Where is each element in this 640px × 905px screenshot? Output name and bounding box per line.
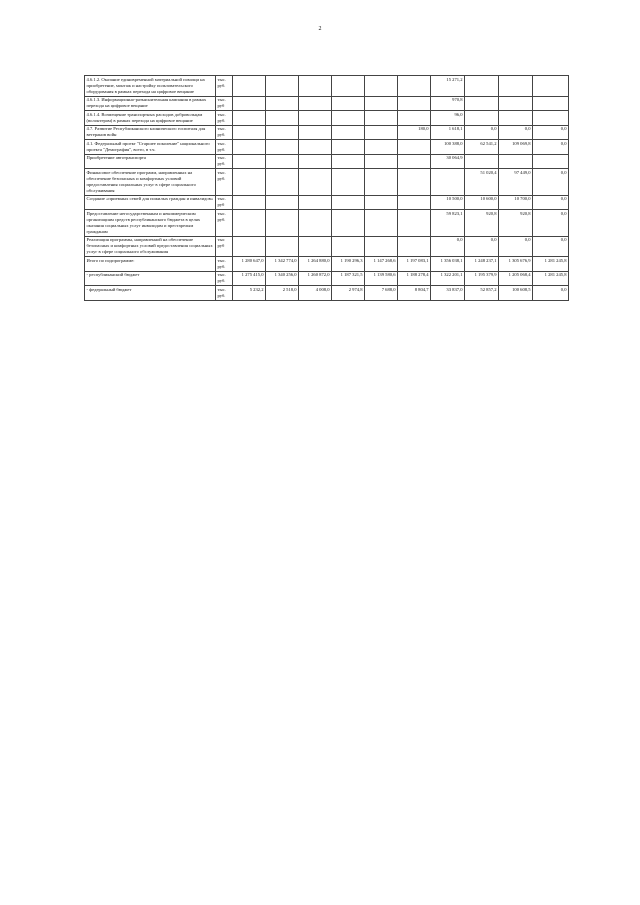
value-cell [299, 111, 332, 126]
value-cell: 0,0 [533, 125, 569, 140]
value-cell [299, 236, 332, 257]
value-cell: 0,0 [431, 236, 465, 257]
value-cell [431, 169, 465, 195]
value-cell: 2 518,0 [266, 286, 299, 301]
value-cell: 0,0 [533, 140, 569, 155]
value-cell [299, 76, 332, 97]
value-cell [365, 140, 398, 155]
table-row [85, 125, 569, 140]
table-row [85, 154, 569, 169]
row-name-cell: 4.6.1.4. Возмещение транспортных расходов добровольцам (волонтерам) в рамках перехода на цифровое вещание [85, 111, 216, 126]
value-cell: 62 541,2 [465, 140, 499, 155]
value-cell: 15 271,2 [431, 76, 465, 97]
value-cell: 10 600,0 [465, 195, 499, 210]
row-name-cell: Финансовое обеспечение программ, направленных на обеспечение безопасных и комфортных условий предоставления социальных услуг в сфере социального обслуживания [85, 169, 216, 195]
value-cell: 4 008,0 [299, 286, 332, 301]
value-cell: 0,0 [533, 210, 569, 236]
table-row [85, 271, 569, 286]
value-cell: 0,0 [499, 125, 533, 140]
value-cell [533, 111, 569, 126]
value-cell [332, 96, 365, 111]
value-cell: 920,8 [465, 210, 499, 236]
value-cell [266, 125, 299, 140]
value-cell [266, 169, 299, 195]
value-cell [266, 96, 299, 111]
value-cell: 1 187 321,5 [332, 271, 365, 286]
value-cell: 1 275 415,0 [233, 271, 266, 286]
value-cell: 1 197 083,1 [398, 257, 431, 272]
value-cell [365, 195, 398, 210]
value-cell: 0,0 [533, 236, 569, 257]
value-cell [233, 140, 266, 155]
value-cell: 1 195 379,9 [465, 271, 499, 286]
value-cell [266, 236, 299, 257]
value-cell: 1 342 774,0 [266, 257, 299, 272]
row-unit-cell: тыс. руб. [216, 125, 233, 140]
table-row [85, 210, 569, 236]
value-cell [365, 96, 398, 111]
row-unit-cell: тыс. руб. [216, 154, 233, 169]
value-cell [299, 140, 332, 155]
value-cell [299, 169, 332, 195]
value-cell: 1 264 880,0 [299, 257, 332, 272]
value-cell: 0,0 [465, 125, 499, 140]
value-cell [533, 96, 569, 111]
row-unit-cell: тыс. руб. [216, 111, 233, 126]
row-unit-cell: тыс. руб [216, 96, 233, 111]
row-unit-cell: тыс. руб. [216, 286, 233, 301]
row-name-cell: - федеральный бюджет [85, 286, 216, 301]
value-cell [332, 169, 365, 195]
row-unit-cell: тыс. руб. [216, 140, 233, 155]
value-cell [499, 96, 533, 111]
value-cell: 10 500,0 [431, 195, 465, 210]
row-unit-cell: тыс. руб. [216, 257, 233, 272]
table-row [85, 286, 569, 301]
value-cell [266, 154, 299, 169]
value-cell: 1 322 201,1 [431, 271, 465, 286]
value-cell: 1 281 245,8 [533, 257, 569, 272]
value-cell [233, 169, 266, 195]
table-row [85, 96, 569, 111]
value-cell: 2 974,8 [332, 286, 365, 301]
value-cell [332, 76, 365, 97]
value-cell [398, 140, 431, 155]
value-cell: 100 388,0 [431, 140, 465, 155]
value-cell: 7 688,0 [365, 286, 398, 301]
value-cell: 1 188 278,4 [398, 271, 431, 286]
value-cell [332, 210, 365, 236]
value-cell [365, 236, 398, 257]
value-cell: 1 139 580,6 [365, 271, 398, 286]
row-name-cell: - республиканский бюджет [85, 271, 216, 286]
table-row [85, 111, 569, 126]
value-cell: 51 020,4 [465, 169, 499, 195]
value-cell: 970,8 [431, 96, 465, 111]
value-cell [299, 210, 332, 236]
row-unit-cell: тыс. руб. [216, 271, 233, 286]
value-cell: 0,0 [533, 169, 569, 195]
value-cell [365, 111, 398, 126]
value-cell [365, 154, 398, 169]
row-name-cell: Создание «приемных семей для пожилых граждан и инвалидов» [85, 195, 216, 210]
value-cell: 0,0 [533, 286, 569, 301]
value-cell [398, 236, 431, 257]
value-cell [233, 76, 266, 97]
value-cell: 1 618,1 [431, 125, 465, 140]
table-row [85, 140, 569, 155]
value-cell: 97 449,0 [499, 169, 533, 195]
table-body [85, 76, 569, 301]
table-row [85, 169, 569, 195]
value-cell [533, 154, 569, 169]
row-unit-cell: тыс. руб. [216, 76, 233, 97]
value-cell [266, 140, 299, 155]
row-name-cell: 4.1. Федеральный проект "Старшее поколение" национального проекта "Демография", всего, в т.ч. [85, 140, 216, 155]
value-cell [233, 125, 266, 140]
value-cell [332, 125, 365, 140]
value-cell [398, 195, 431, 210]
table-row [85, 257, 569, 272]
value-cell: 52 857,2 [465, 286, 499, 301]
row-name-cell: Приобретение автотранспорта [85, 154, 216, 169]
row-name-cell: 4.6.1.3. Информационно-разъяснительная кампания в рамках перехода на цифровое вещание [85, 96, 216, 111]
value-cell: 59 823,1 [431, 210, 465, 236]
value-cell [465, 154, 499, 169]
value-cell: 0,0 [499, 236, 533, 257]
table-row [85, 76, 569, 97]
row-name-cell: 4.6.1.2. Оказание единовременной материальной помощи на приобретение, монтаж и настройку пользовательского оборудования в рамках перехода на цифровое вещание [85, 76, 216, 97]
value-cell [332, 111, 365, 126]
value-cell [533, 76, 569, 97]
value-cell: 30 064,9 [431, 154, 465, 169]
value-cell [233, 210, 266, 236]
value-cell [499, 154, 533, 169]
value-cell: 1 281 245,8 [533, 271, 569, 286]
value-cell [465, 76, 499, 97]
row-name-cell: Реализация программы, направленной на обеспечение безопасных и комфортных условий предоставления социальных услуг в сфере социального обслуживания [85, 236, 216, 257]
value-cell: 1 356 038,1 [431, 257, 465, 272]
row-name-cell: Итого по подпрограмме: [85, 257, 216, 272]
value-cell [299, 154, 332, 169]
budget-table [84, 75, 569, 301]
value-cell [266, 76, 299, 97]
value-cell: 100 608,5 [499, 286, 533, 301]
value-cell [299, 96, 332, 111]
value-cell [233, 111, 266, 126]
value-cell [365, 76, 398, 97]
row-unit-cell: тыс. руб. [216, 169, 233, 195]
value-cell [365, 169, 398, 195]
value-cell: 1 147 268,6 [365, 257, 398, 272]
page-number: 2 [318, 26, 322, 32]
table-row [85, 195, 569, 210]
value-cell: 0,0 [465, 236, 499, 257]
value-cell [398, 154, 431, 169]
value-cell [332, 140, 365, 155]
value-cell [233, 154, 266, 169]
value-cell [499, 76, 533, 97]
value-cell [266, 210, 299, 236]
value-cell: 1 305 676,9 [499, 257, 533, 272]
value-cell: 0,0 [533, 195, 569, 210]
value-cell: 1 340 256,0 [266, 271, 299, 286]
value-cell [398, 169, 431, 195]
value-cell [398, 210, 431, 236]
value-cell: 109 069,8 [499, 140, 533, 155]
value-cell [299, 195, 332, 210]
row-name-cell: 4.7. Развитие Республиканского клинического госпиталя для ветеранов войн [85, 125, 216, 140]
value-cell [398, 76, 431, 97]
row-unit-cell: тыс руб [216, 236, 233, 257]
value-cell [266, 195, 299, 210]
value-cell: 5 232,2 [233, 286, 266, 301]
value-cell [499, 111, 533, 126]
value-cell: 10 700,0 [499, 195, 533, 210]
value-cell [233, 195, 266, 210]
row-unit-cell: тыс. руб. [216, 210, 233, 236]
value-cell: 1 248 237,1 [465, 257, 499, 272]
value-cell [233, 96, 266, 111]
value-cell [465, 111, 499, 126]
value-cell [332, 195, 365, 210]
table-row [85, 236, 569, 257]
row-name-cell: Предоставление негосударственным и некоммерческим организациям средств республиканского бюджета в целях оказания социальных услуг инвалидам и престарелым гражданам [85, 210, 216, 236]
value-cell: 1 280 647,0 [233, 257, 266, 272]
value-cell [332, 154, 365, 169]
value-cell [299, 125, 332, 140]
value-cell [233, 236, 266, 257]
value-cell [365, 210, 398, 236]
value-cell [398, 96, 431, 111]
row-unit-cell: тыс. руб [216, 195, 233, 210]
value-cell [266, 111, 299, 126]
value-cell: 8 804,7 [398, 286, 431, 301]
value-cell [365, 125, 398, 140]
value-cell: 1 260 872,0 [299, 271, 332, 286]
value-cell: 180,0 [398, 125, 431, 140]
value-cell: 33 837,0 [431, 286, 465, 301]
value-cell: 96,0 [431, 111, 465, 126]
value-cell: 1 190 296,3 [332, 257, 365, 272]
value-cell [398, 111, 431, 126]
value-cell [465, 96, 499, 111]
value-cell: 920,8 [499, 210, 533, 236]
value-cell [332, 236, 365, 257]
value-cell: 1 205 068,4 [499, 271, 533, 286]
